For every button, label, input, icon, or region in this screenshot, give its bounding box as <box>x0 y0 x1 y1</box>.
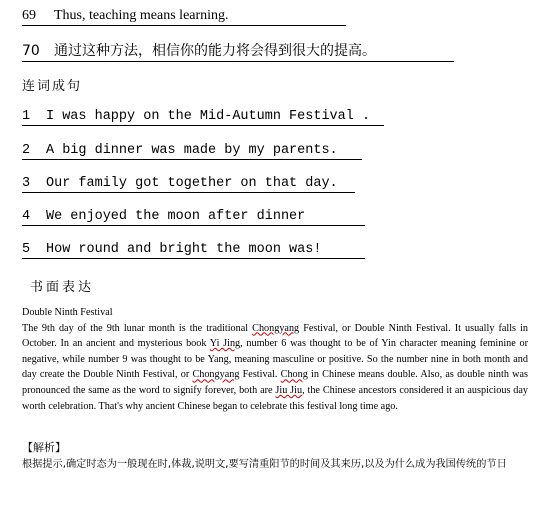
essay-body <box>22 305 528 414</box>
item-70-underline <box>22 40 454 62</box>
answer-3-number: 3 <box>22 176 31 191</box>
answer-line-5 <box>22 242 365 259</box>
item-69 <box>22 8 346 26</box>
analysis-label: 【解析】 <box>22 441 66 454</box>
answer-4-underline <box>22 209 365 226</box>
item-70 <box>22 40 454 62</box>
answer-1-text: I was happy on the Mid-Autumn Festival . <box>46 109 371 124</box>
answer-3-underline <box>22 176 355 193</box>
answer-line-4 <box>22 209 365 226</box>
answer-2-number: 2 <box>22 143 31 158</box>
essay-text-3: , number 6 was thought to be of Yin character meaning feminine or negative, while number 9 was thought to be Yang, meaning masculine or positive. So the number nine in both month and day create the Double Ninth Festival, or <box>22 338 529 381</box>
item-69-text: Thus, teaching means learning. <box>54 8 229 23</box>
essay-text-1: The 9th day of the 9th lunar month is the traditional <box>22 322 253 334</box>
answer-1-number: 1 <box>22 109 31 124</box>
spellcheck-word-chongyang-2: Chongyang <box>192 369 240 381</box>
spellcheck-word-yi-jing: Yi Jing <box>209 338 241 350</box>
essay-text-4: Festival. <box>239 369 281 381</box>
answer-5-number: 5 <box>22 242 31 257</box>
analysis-text: 根据提示,确定时态为一般现在时,体裁,说明文,要写清重阳节的时间及其来历,以及为什么成为我国传统的节日 <box>22 459 507 470</box>
answer-2-underline <box>22 143 362 160</box>
essay-text-6: , the Chinese ancestors considered it an auspicious day worth celebration. That's why ancient Chinese began to celebrate this festival long time ago. <box>22 384 528 412</box>
section-heading-sentence-building: 连词成句 <box>22 79 83 94</box>
answer-4-number: 4 <box>22 209 31 224</box>
answer-line-3 <box>22 176 355 193</box>
item-69-underline <box>22 8 346 26</box>
spellcheck-word-chong: Chong <box>280 369 308 381</box>
item-70-text: 通过这种方法，相信你的能力将会得到很大的提高。 <box>54 43 376 59</box>
essay-text-5: in Chinese means double. Also, as double ninth was pronounced the same as the word to signify forever, both are <box>22 369 529 396</box>
section-heading-writing: 书面表达 <box>30 280 95 295</box>
item-70-number: 70 <box>22 43 40 59</box>
item-69-number: 69 <box>22 8 36 23</box>
spellcheck-word-jiu-jiu: Jiu Jiu <box>275 384 303 396</box>
essay-text-2: Festival, or Double Ninth Festival. It usually falls in October. In an ancient and mysterious book <box>22 322 528 350</box>
answer-line-2 <box>22 143 362 160</box>
answer-3-text: Our family got together on that day. <box>46 176 338 191</box>
answer-1-underline <box>22 109 384 126</box>
answer-2-text: A big dinner was made by my parents. <box>46 143 338 158</box>
answer-5-underline <box>22 242 365 259</box>
answer-5-text: How round and bright the moon was! <box>46 242 322 257</box>
spellcheck-word-chongyang-1: Chongyang <box>252 322 300 334</box>
essay-title: Double Ninth Festival <box>22 307 113 318</box>
answer-line-1 <box>22 109 384 126</box>
answer-4-text: We enjoyed the moon after dinner <box>46 209 306 224</box>
